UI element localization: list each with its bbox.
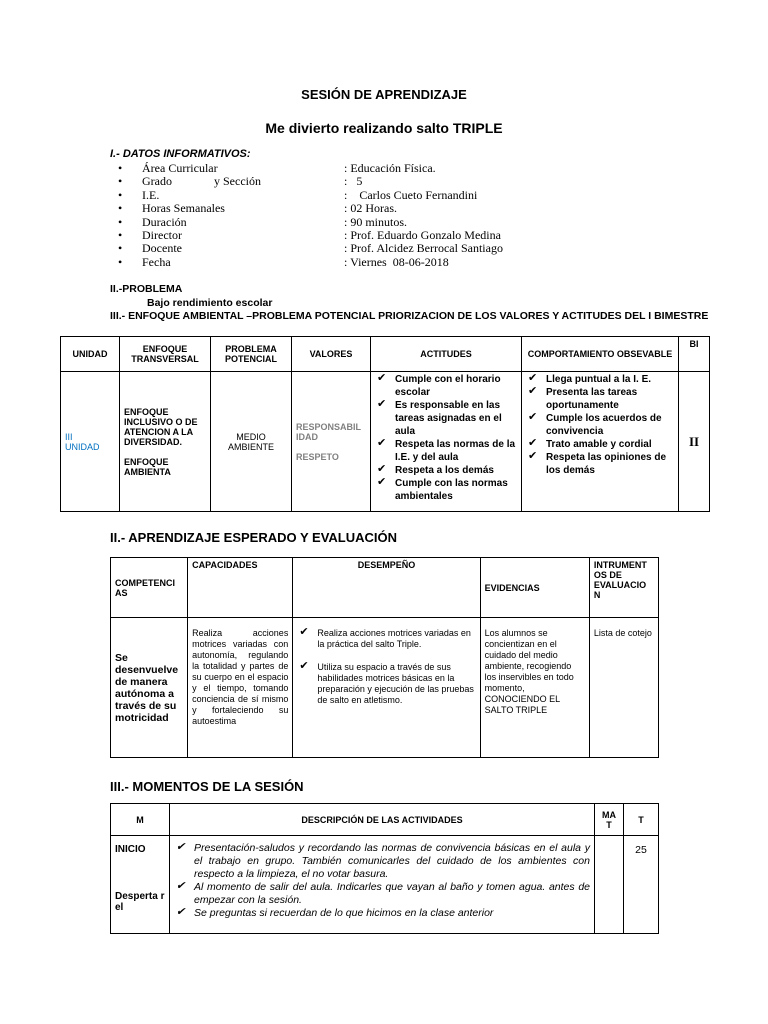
list-item: ✔ Realiza acciones motrices variadas en la práctica del salto Triple. xyxy=(297,628,475,650)
list-item: ✔ Llega puntual a la I. E. xyxy=(526,373,674,386)
col-mat: MA T xyxy=(595,804,624,836)
problema-cell: MEDIO AMBIENTE xyxy=(211,372,292,512)
actitudes-cell xyxy=(371,372,522,512)
datos-label: Área Curricular xyxy=(142,161,218,175)
list-item: ✔ Presentación-saludos y recordando las normas de convivencia básicas en el aula y el trabajo en grupo. También comunicarles del cuidado de los ambientes con respecto a la limpieza, el no votar basura. xyxy=(174,842,590,881)
comportamiento-list xyxy=(526,373,674,477)
list-item: ✔ Cumple con las normas ambientales xyxy=(375,477,517,503)
datos-label: Duración xyxy=(142,214,187,229)
bullet-icon: • xyxy=(118,201,123,216)
document-subtitle: Me divierto realizando salto TRIPLE xyxy=(265,120,503,136)
comportamiento-cell xyxy=(522,372,679,512)
list-item: ✔ Respeta las opiniones de los demás xyxy=(526,451,674,477)
unidad-number: III xyxy=(65,431,73,442)
bullet-icon: • xyxy=(118,241,123,256)
desempeno-cell xyxy=(293,618,480,758)
momentos-heading: III.- MOMENTOS DE LA SESIÓN xyxy=(110,779,304,794)
unidad-cell xyxy=(61,372,120,512)
datos-value: : Viernes 08-06-2018 xyxy=(344,254,449,269)
list-item: ✔ Respeta a los demás xyxy=(375,464,517,477)
problema-heading: II.-PROBLEMA xyxy=(110,283,183,295)
valores-table xyxy=(60,336,710,512)
valor-responsabilidad: RESPONSABIL IDAD xyxy=(296,421,361,442)
datos-label: Docente xyxy=(142,241,182,256)
document-title: SESIÓN DE APRENDIZAJE xyxy=(301,87,467,102)
bullet-icon: • xyxy=(118,187,123,202)
datos-label: Horas Semanales xyxy=(142,201,225,216)
mat-cell xyxy=(595,836,624,934)
aprendizaje-table xyxy=(110,557,659,758)
aprendizaje-heading: II.- APRENDIZAJE ESPERADO Y EVALUACIÓN xyxy=(110,530,398,545)
list-item: ✔ Es responsable en las tareas asignadas en el aula xyxy=(375,399,517,438)
col-actitudes: ACTITUDES xyxy=(371,337,522,372)
unidad-label: UNIDAD xyxy=(65,441,100,452)
list-item: ✔ Cumple con el horario escolar xyxy=(375,373,517,399)
col-competencias: COMPETENCI AS xyxy=(111,558,188,618)
bullet-icon: • xyxy=(118,227,123,242)
bi-cell: II xyxy=(679,372,710,512)
list-item: ✔ Respeta las normas de la I.E. y del aula xyxy=(375,438,517,464)
momento-cell xyxy=(111,836,182,934)
datos-value: : Prof. Eduardo Gonzalo Medina xyxy=(344,227,501,242)
competencia-cell: Se desenvuelve de manera autónoma a través de su motricidad xyxy=(111,618,188,758)
col-t: T xyxy=(624,804,659,836)
enfoque-cell xyxy=(120,372,211,512)
enfoque-heading: III.- ENFOQUE AMBIENTAL –PROBLEMA POTENCIAL PRIORIZACION DE LOS VALORES Y ACTITUDES DEL I BIMESTRE xyxy=(110,310,709,322)
col-capacidades: CAPACIDADES xyxy=(188,558,293,618)
col-bi: BI xyxy=(679,337,710,372)
bullet-icon: • xyxy=(118,174,123,189)
actividades-cell xyxy=(170,836,595,934)
instrumento-cell: Lista de cotejo xyxy=(589,618,658,758)
evidencia-cell: Los alumnos se concientizan en el cuidado del medio ambiente, recogiendo los inservibles en todo momento, CONOCIENDO EL SALTO TRIPLE xyxy=(480,618,589,758)
list-item: ✔ Trato amable y cordial xyxy=(526,438,674,451)
table-header-row xyxy=(111,804,659,836)
actitudes-list xyxy=(375,373,517,503)
col-enfoque: ENFOQUE TRANSVERSAL xyxy=(120,337,211,372)
t-cell: 25 xyxy=(624,836,659,934)
datos-label: Fecha xyxy=(142,254,171,269)
datos-label: Director xyxy=(142,227,182,242)
list-item: ✔ Cumple los acuerdos de convivencia xyxy=(526,412,674,438)
problema-text: Bajo rendimiento escolar xyxy=(147,297,273,309)
col-evidencias: EVIDENCIAS xyxy=(480,558,589,618)
bullet-icon: • xyxy=(118,214,123,229)
capacidad-cell: Realiza acciones motrices variadas con autonomía, regulando la totalidad y partes de su cuerpo en el espacio y el tiempo, tomando conciencia de sí mismo y fortaleciendo su autoestima xyxy=(188,618,293,758)
table-header-row xyxy=(111,558,659,618)
col-comportamiento: COMPORTAMIENTO OBSEVABLE xyxy=(522,337,679,372)
datos-label: Grado y Sección xyxy=(142,174,261,189)
table-header-row xyxy=(61,337,710,372)
list-item: ✔ Presenta las tareas oportunamente xyxy=(526,386,674,412)
datos-value: : Carlos Cueto Fernandini xyxy=(344,187,478,202)
col-valores: VALORES xyxy=(292,337,371,372)
table-row xyxy=(111,618,659,758)
datos-value: : Educación Física. xyxy=(344,161,436,175)
col-descripcion: DESCRIPCIÓN DE LAS ACTIVIDADES xyxy=(170,804,595,836)
table-row xyxy=(111,836,659,934)
enfoque-ambiental: ENFOQUE AMBIENTA xyxy=(124,456,171,477)
momento-despertar: Desperta r el xyxy=(115,891,182,913)
desempeno-list xyxy=(297,628,475,706)
table-row xyxy=(61,372,710,512)
momentos-table xyxy=(110,803,659,934)
list-item: ✔ Se preguntas si recuerdan de lo que hicimos en la clase anterior xyxy=(174,907,590,920)
datos-value: : 5 xyxy=(344,174,363,189)
valor-respeto: RESPETO xyxy=(296,451,339,462)
bullet-icon: • xyxy=(118,254,123,269)
col-m: M xyxy=(111,804,170,836)
momento-inicio: INICIO xyxy=(115,844,146,855)
datos-value: : 02 Horas. xyxy=(344,201,397,216)
valores-cell xyxy=(292,372,371,512)
col-problema: PROBLEMA POTENCIAL xyxy=(211,337,292,372)
actividades-list xyxy=(174,842,590,920)
col-unidad: UNIDAD xyxy=(61,337,120,372)
col-desempeno: DESEMPEÑO xyxy=(293,558,480,618)
col-instrumentos: INTRUMENT OS DE EVALUACIO N xyxy=(589,558,658,618)
datos-value: : Prof. Alcidez Berrocal Santiago xyxy=(344,241,503,256)
datos-heading: I.- DATOS INFORMATIVOS: xyxy=(110,148,251,160)
bullet-icon: • xyxy=(118,161,123,175)
enfoque-inclusivo: ENFOQUE INCLUSIVO O DE ATENCION A LA DIVERSIDAD. xyxy=(124,406,198,447)
list-item: ✔ Utiliza su espacio a través de sus habilidades motrices básicas en la preparación y ejecución de las pruebas de salto en atletismo. xyxy=(297,662,475,706)
datos-label: I.E. xyxy=(142,187,160,202)
datos-value: : 90 minutos. xyxy=(344,214,408,229)
list-item: ✔ Al momento de salir del aula. Indicarles que vayan al baño y tomen agua. antes de empezar con la sesión. xyxy=(174,881,590,907)
